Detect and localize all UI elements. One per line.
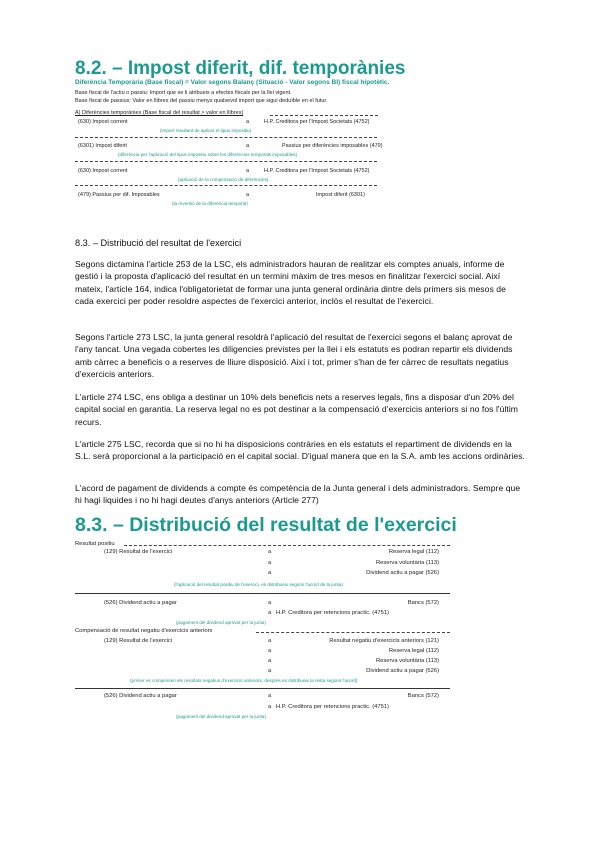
- entry-divider: [75, 137, 377, 138]
- slide2-title: 8.3. – Distribució del resultat de l'exercici: [75, 514, 457, 536]
- block2-debit: (526) Dividend actiu a pagar: [104, 600, 177, 606]
- paragraph-5: L'acord de pagament de dividends a compte és competència de la Junta general i dels administradors. Sempre que hi hagi liquides i no hi hagi deutes d'anys anteriors (Article 277): [75, 483, 521, 506]
- label-divider: [256, 632, 450, 633]
- entry2-credit: Passius per diferències imposables (479): [282, 143, 383, 149]
- entry1-note: (import resultant de aplicar el tipus impositiu): [160, 128, 252, 133]
- entry-divider: [75, 161, 377, 162]
- block1-credit3: Dividend actiu a pagar (526): [366, 570, 439, 576]
- slide1-subtitle: Diferència Temporària (Base fiscal) = Valor segons Balanç (Situació - Valor segons BI) fiscal hipotètic.: [75, 79, 390, 86]
- slide1-note-1: Base fiscal de l'actiu o passiu: Import que se li atribueix a efectes fiscals per la llei vigent.: [75, 90, 292, 96]
- block1-debit: (129) Resultat de l'exercici: [104, 549, 173, 555]
- block2-credit1: Bancs (572): [407, 600, 439, 606]
- block1-a2: a: [268, 560, 272, 566]
- block-divider: [75, 593, 450, 594]
- block1-credit1: Reserva legal (112): [388, 549, 439, 555]
- block4-a1: a: [268, 693, 272, 699]
- entry1-credit: H.P. Creditora per l'Impost Societats (4752): [264, 119, 370, 125]
- block3-a2: a: [268, 648, 272, 654]
- paragraph-2: Segons l'article 273 LSC, la junta general resoldrà l'aplicació del resultat de l'exercici segons el balanç aprovat de l'any tancat. Una vegada cobertes les diligencies previstes per la llei i els estatuts es podran repartir els dividends amb càrrec a beneficis o a reserves de lliure disposició. Així i tot, primer s'han de fer càrrec de resultats negatius d'exercicis anteriors.: [75, 332, 513, 379]
- entry3-credit: H.P. Creditora per l'Impost Societats (4752): [264, 168, 370, 174]
- entry3-debit: (630) Impost corrent: [78, 168, 128, 174]
- block-divider: [75, 688, 450, 689]
- entry4-a: a: [246, 192, 250, 198]
- block3-credit3: Reserva voluntària (113): [375, 658, 439, 664]
- entry-divider: [75, 185, 377, 186]
- section-divider: [270, 115, 378, 116]
- block1-credit2: Reserva voluntària (113): [375, 560, 439, 566]
- slide1-section-label: A) Diferències temporànies (Base fiscal del resultat > valor en llibres): [75, 110, 244, 116]
- positive-label: Resultat positiu: [75, 541, 115, 547]
- slide1-note-2: Base fiscal de passius: Valor en llibres del passiu menys qualsevol import que sigui deduïble en el futur.: [75, 98, 328, 104]
- entry1-a: a: [246, 119, 250, 125]
- entry4-debit: (479) Passius per dif. Imposables: [78, 192, 160, 198]
- slide1-title: 8.2. – Impost diferit, dif. temporànies: [75, 58, 406, 79]
- paragraph-1: Segons dictamina l'article 253 de la LSC, els administradors hauran de realitzar els comptes anuals, informe de gestió i la proposta d'aplicació del resultat en un termini màxim de tres mesos en finalitzar l'exercici social. Així mateix, l'article 164, indica l'obligatorietat de formar una junta general ordinària dintre dels primers sis mesos de cada exercici per poder resoldre aspectes de l'exercici anterior, inclòs el resultat de l'exercici.: [75, 259, 506, 306]
- entry1-debit: (630) Impost corrent: [78, 119, 128, 125]
- block2-credit2: H.P. Creditora per retencions practic. (4751): [276, 610, 389, 616]
- block1-a3: a: [268, 570, 272, 576]
- negative-label: Compensació de resultat negatiu d'exercicis anteriors: [75, 628, 213, 634]
- block1-note: (l'aplicació del resultat positiu de l'exercici, es distribueix segons l'acord de la junta): [174, 582, 343, 587]
- paragraph-3: L'article 274 LSC, ens obliga a destinar un 10% dels beneficis nets a reserves legals, fins a disposar d'un 20% del capital social en garantia. La reserva legal no es pot destinar a la compensació d'exercicis anteriors si no fos l'últim recurs.: [75, 392, 519, 427]
- section-heading: 8.3. – Distribució del resultat de l'exercici: [75, 238, 242, 248]
- block2-a1: a: [268, 600, 272, 606]
- block3-a3: a: [268, 658, 272, 664]
- block4-note: (pagament del dividend aprovat per la junta): [176, 714, 266, 719]
- block4-credit2: H.P. Creditora per retencions practic. (4751): [276, 704, 389, 710]
- block4-credit1: Bancs (572): [407, 693, 439, 699]
- entry3-note: (aplicació de la compensació de diferències): [178, 177, 269, 182]
- block3-credit4: Dividend actiu a pagar (526): [366, 668, 439, 674]
- entry4-credit: Impost diferit (6301): [316, 192, 365, 198]
- block3-a1: a: [268, 638, 272, 644]
- block3-a4: a: [268, 668, 272, 674]
- block3-note: (primer es compensen els resultats negatius d'exercicis anteriors, després es distribueix la resta segons l'acord): [130, 678, 358, 683]
- block3-credit2: Reserva legal (112): [388, 648, 439, 654]
- entry4-note: (la reversió de la diferència temporal): [172, 201, 248, 206]
- block1-a1: a: [268, 549, 272, 555]
- block3-debit: (129) Resultat de l'exercici: [104, 638, 173, 644]
- label-divider: [124, 545, 450, 546]
- block3-credit1: Resultat negatiu d'exercicis anteriors (121): [329, 638, 439, 644]
- entry2-a: a: [246, 143, 250, 149]
- block4-a2: a: [268, 704, 272, 710]
- entry3-a: a: [246, 168, 250, 174]
- block2-note: (pagament del dividend aprovat per la junta): [176, 620, 266, 625]
- paragraph-4: L'article 275 LSC, recorda que si no hi ha disposicions contràries en els estatuts el repartiment de dividends en la S.L. serà proporcional a la participació en el capital social. D'igual manera que en la S.A. amb les accions ordinàries.: [75, 439, 525, 462]
- block2-a2: a: [268, 610, 272, 616]
- entry2-debit: (6301) Impost diferit: [78, 143, 127, 149]
- block4-debit: (526) Dividend actiu a pagar: [104, 693, 177, 699]
- entry2-note: (diferència per l'aplicació del tipus impositiu sobre les diferències temporals imposables): [118, 152, 298, 157]
